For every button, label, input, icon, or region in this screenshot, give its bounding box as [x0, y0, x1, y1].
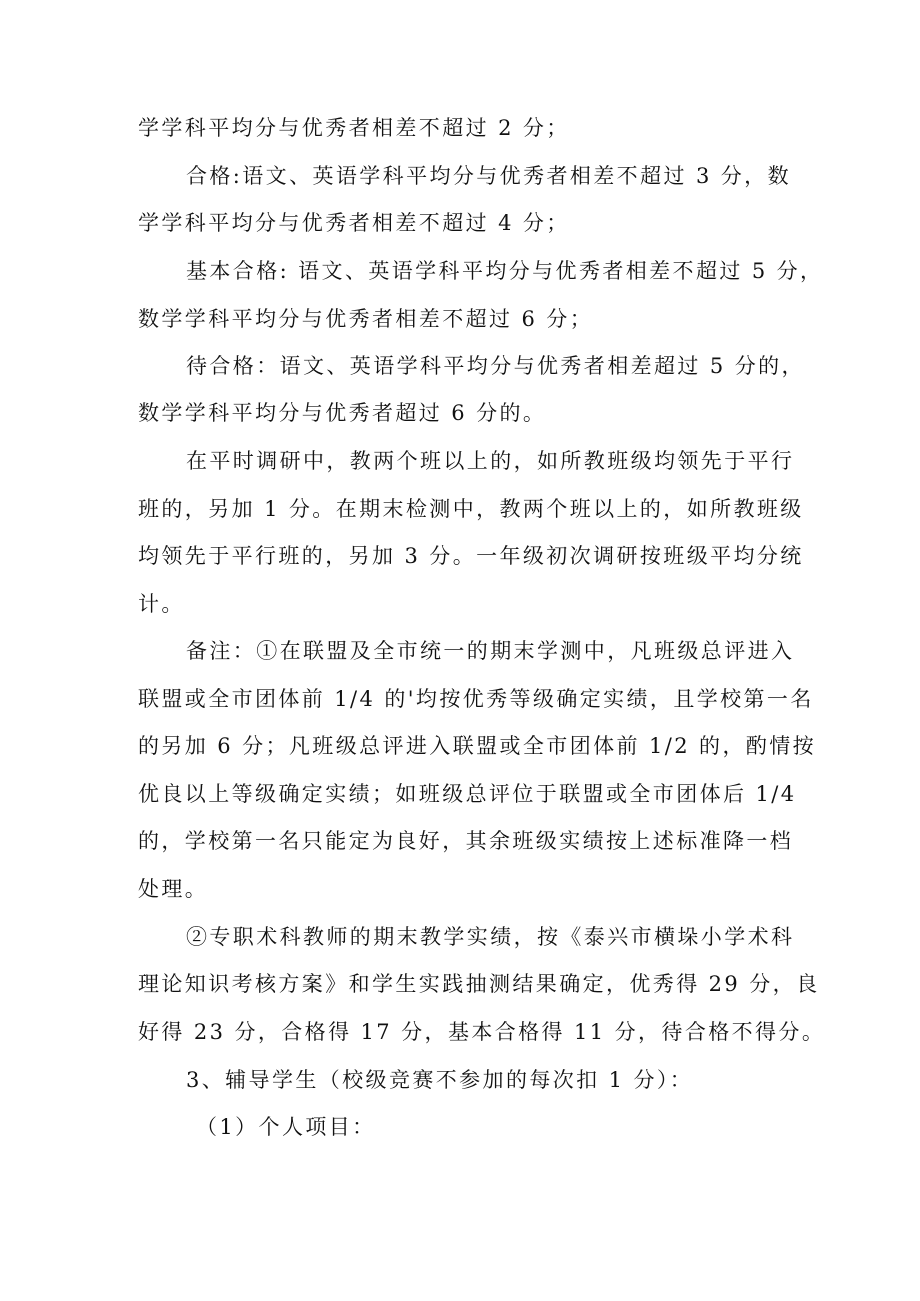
text-line-8: 在平时调研中，教两个班以上的，如所教班级均领先于平行 — [186, 449, 795, 473]
text-line-2: 合格:语文、英语学科平均分与优秀者相差不超过 3 分，数 — [186, 164, 791, 188]
text-line-7: 数学学科平均分与优秀者超过 6 分的。 — [138, 401, 547, 425]
text-line-5: 数学学科平均分与优秀者相差不超过 6 分； — [138, 307, 594, 331]
text-line-11: 计。 — [138, 592, 185, 616]
text-line-12: 备注：①在联盟及全市统一的期末学测中，凡班级总评进入 — [186, 639, 795, 663]
text-line-4: 基本合格: 语文、英语学科平均分与优秀者相差不超过 5 分， — [186, 259, 824, 283]
text-line-15: 优良以上等级确定实绩；如班级总评位于联盟或全市团体后 1/4 — [138, 782, 797, 806]
text-line-10: 均领先于平行班的，另加 3 分。一年级初次调研按班级平均分统 — [138, 544, 804, 568]
text-line-9: 班的，另加 1 分。在期末检测中，教两个班以上的，如所教班级 — [138, 497, 804, 521]
text-line-3: 学学科平均分与优秀者相差不超过 4 分； — [138, 211, 570, 235]
text-line-17: 处理。 — [138, 877, 209, 901]
text-line-14: 的另加 6 分；凡班级总评进入联盟或全市团体前 1/2 的，酌情按 — [138, 734, 817, 758]
text-line-1: 学学科平均分与优秀者相差不超过 2 分； — [138, 116, 570, 140]
text-line-13: 联盟或全市团体前 1/4 的'均按优秀等级确定实绩，且学校第一名 — [138, 687, 814, 711]
text-line-18: ②专职术科教师的期末教学实绩，按《泰兴市横垛小学术科 — [186, 925, 795, 949]
text-line-6: 待合格：语文、英语学科平均分与优秀者相差超过 5 分的， — [186, 354, 805, 378]
text-line-19: 理论知识考核方案》和学生实践抽测结果确定，优秀得 29 分，良 — [138, 972, 820, 996]
text-line-16: 的，学校第一名只能定为良好，其余班级实绩按上述标准降一档 — [138, 829, 794, 853]
text-line-20: 好得 23 分，合格得 17 分，基本合格得 11 分，待合格不得分。 — [138, 1020, 826, 1044]
subsection-heading-1: （1）个人项目： — [196, 1115, 376, 1139]
section-heading-3: 3、辅导学生（校级竞赛不参加的每次扣 1 分）： — [186, 1068, 694, 1092]
